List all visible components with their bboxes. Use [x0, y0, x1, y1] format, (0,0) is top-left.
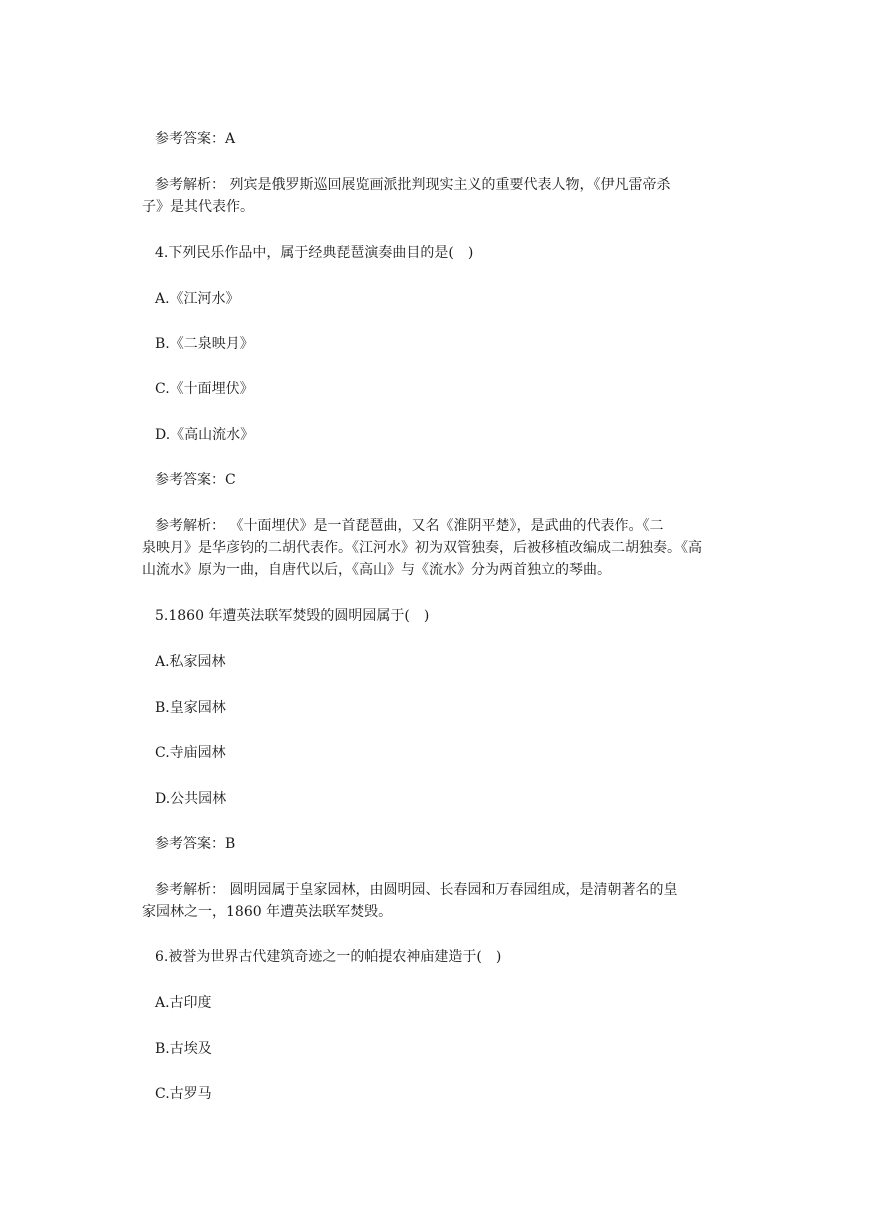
- question-4-option-a: A.《江河水》: [155, 291, 240, 307]
- explanation-q3-line1: 参考解析： 列宾是俄罗斯巡回展览画派批判现实主义的重要代表人物，《伊凡雷帝杀: [155, 177, 671, 193]
- answer-q5: 参考答案：B: [155, 836, 236, 852]
- explanation-q4-line3: 山流水》原为一曲，自唐代以后，《高山》与《流水》分为两首独立的琴曲。: [142, 562, 611, 578]
- explanation-q5-line2: 家园林之一，1860 年遭英法联军焚毁。: [142, 904, 393, 920]
- question-4: 4.下列民乐作品中，属于经典琵琶演奏曲目的是( ): [155, 245, 474, 261]
- question-5-option-b: B.皇家园林: [155, 700, 226, 716]
- question-5-option-d: D.公共园林: [155, 791, 227, 807]
- question-6-option-c: C.古罗马: [155, 1086, 212, 1102]
- explanation-q4-line1: 参考解析： 《十面埋伏》是一首琵琶曲，又名《淮阴平楚》，是武曲的代表作。《二: [155, 518, 664, 534]
- question-4-option-b: B.《二泉映月》: [155, 336, 254, 352]
- answer-q4: 参考答案：C: [155, 472, 236, 488]
- question-5-option-c: C.寺庙园林: [155, 745, 226, 761]
- explanation-q4: [142, 515, 740, 581]
- question-5-option-a: A.私家园林: [155, 654, 226, 670]
- question-6-option-b: B.古埃及: [155, 1041, 212, 1057]
- answer-q3: 参考答案：A: [155, 131, 236, 147]
- explanation-q5-line1: 参考解析： 圆明园属于皇家园林，由圆明园、长春园和万春园组成，是清朝著名的皇: [155, 882, 678, 898]
- explanation-q3-line2: 子》是其代表作。: [142, 199, 254, 215]
- question-6: 6.被誉为世界古代建筑奇迹之一的帕提农神庙建造于( ): [155, 949, 502, 965]
- explanation-q5: [142, 879, 740, 923]
- question-4-option-d: D.《高山流水》: [155, 427, 255, 443]
- explanation-q3: [142, 174, 740, 218]
- explanation-q4-line2: 泉映月》是华彦钧的二胡代表作。《江河水》初为双管独奏，后被移植改编成二胡独奏。《高: [142, 540, 702, 556]
- question-5: 5.1860 年遭英法联军焚毁的圆明园属于( ): [155, 608, 430, 624]
- question-6-option-a: A.古印度: [155, 995, 212, 1011]
- question-4-option-c: C.《十面埋伏》: [155, 381, 254, 397]
